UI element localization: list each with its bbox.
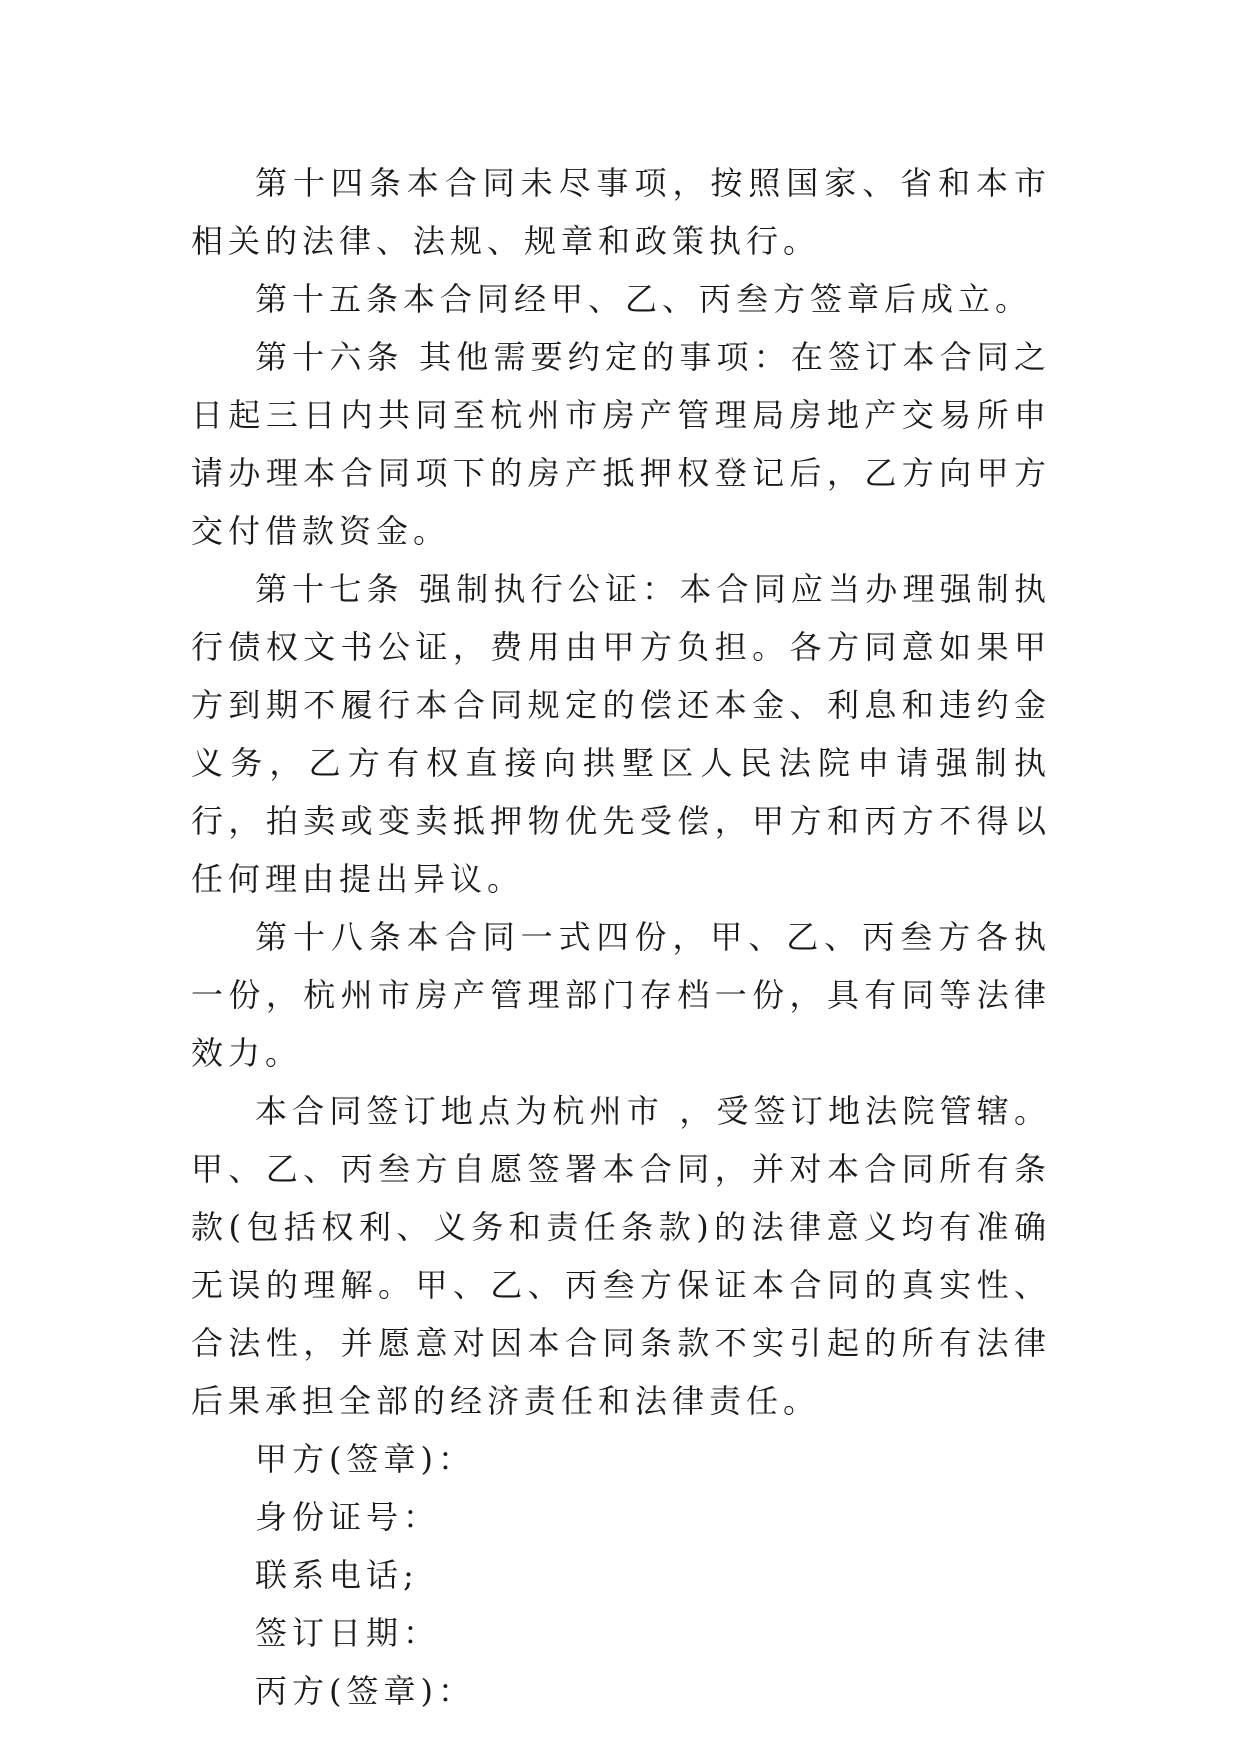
signature-section — [191, 1430, 1051, 1720]
clause-16: 第十六条 其他需要约定的事项：在签订本合同之日起三日内共同至杭州市房产管理局房地产交易所申请办理本合同项下的房产抵押权登记后，乙方向甲方交付借款资金。 — [191, 338, 1051, 550]
contract-body — [191, 154, 1051, 1720]
closing-paragraph: 本合同签订地点为杭州市 ，受签订地法院管辖。 甲、乙、丙叁方自愿签署本合同，并对本合同所有条款(包括权利、义务和责任条款)的法律意义均有准确无误的理解。甲、乙、丙叁方保证本合同的真实性、合法性，并愿意对因本合同条款不实引起的所有法律后果承担全部的经济责任和法律责任。 — [191, 1092, 1051, 1420]
sign-date-label: 签订日期： — [255, 1614, 441, 1652]
clause-18: 第十八条本合同一式四份，甲、乙、丙叁方各执一份，杭州市房产管理部门存档一份，具有同等法律效力。 — [191, 918, 1051, 1072]
party-a-signature-label: 甲方(签章)： — [255, 1440, 475, 1478]
phone-label: 联系电话; — [255, 1556, 419, 1594]
id-number-label: 身份证号： — [255, 1498, 441, 1536]
party-c-signature-label: 丙方(签章)： — [255, 1672, 475, 1710]
clause-14: 第十四条本合同未尽事项，按照国家、省和本市相关的法律、法规、规章和政策执行。 — [191, 164, 1051, 260]
clause-17: 第十七条 强制执行公证：本合同应当办理强制执行债权文书公证，费用由甲方负担。各方同意如果甲方到期不履行本合同规定的偿还本金、利息和违约金义务，乙方有权直接向拱墅区人民法院申请强制执行，拍卖或变卖抵押物优先受偿，甲方和丙方不得以任何理由提出异议。 — [191, 570, 1051, 898]
clause-15: 第十五条本合同经甲、乙、丙叁方签章后成立。 — [255, 280, 1033, 318]
